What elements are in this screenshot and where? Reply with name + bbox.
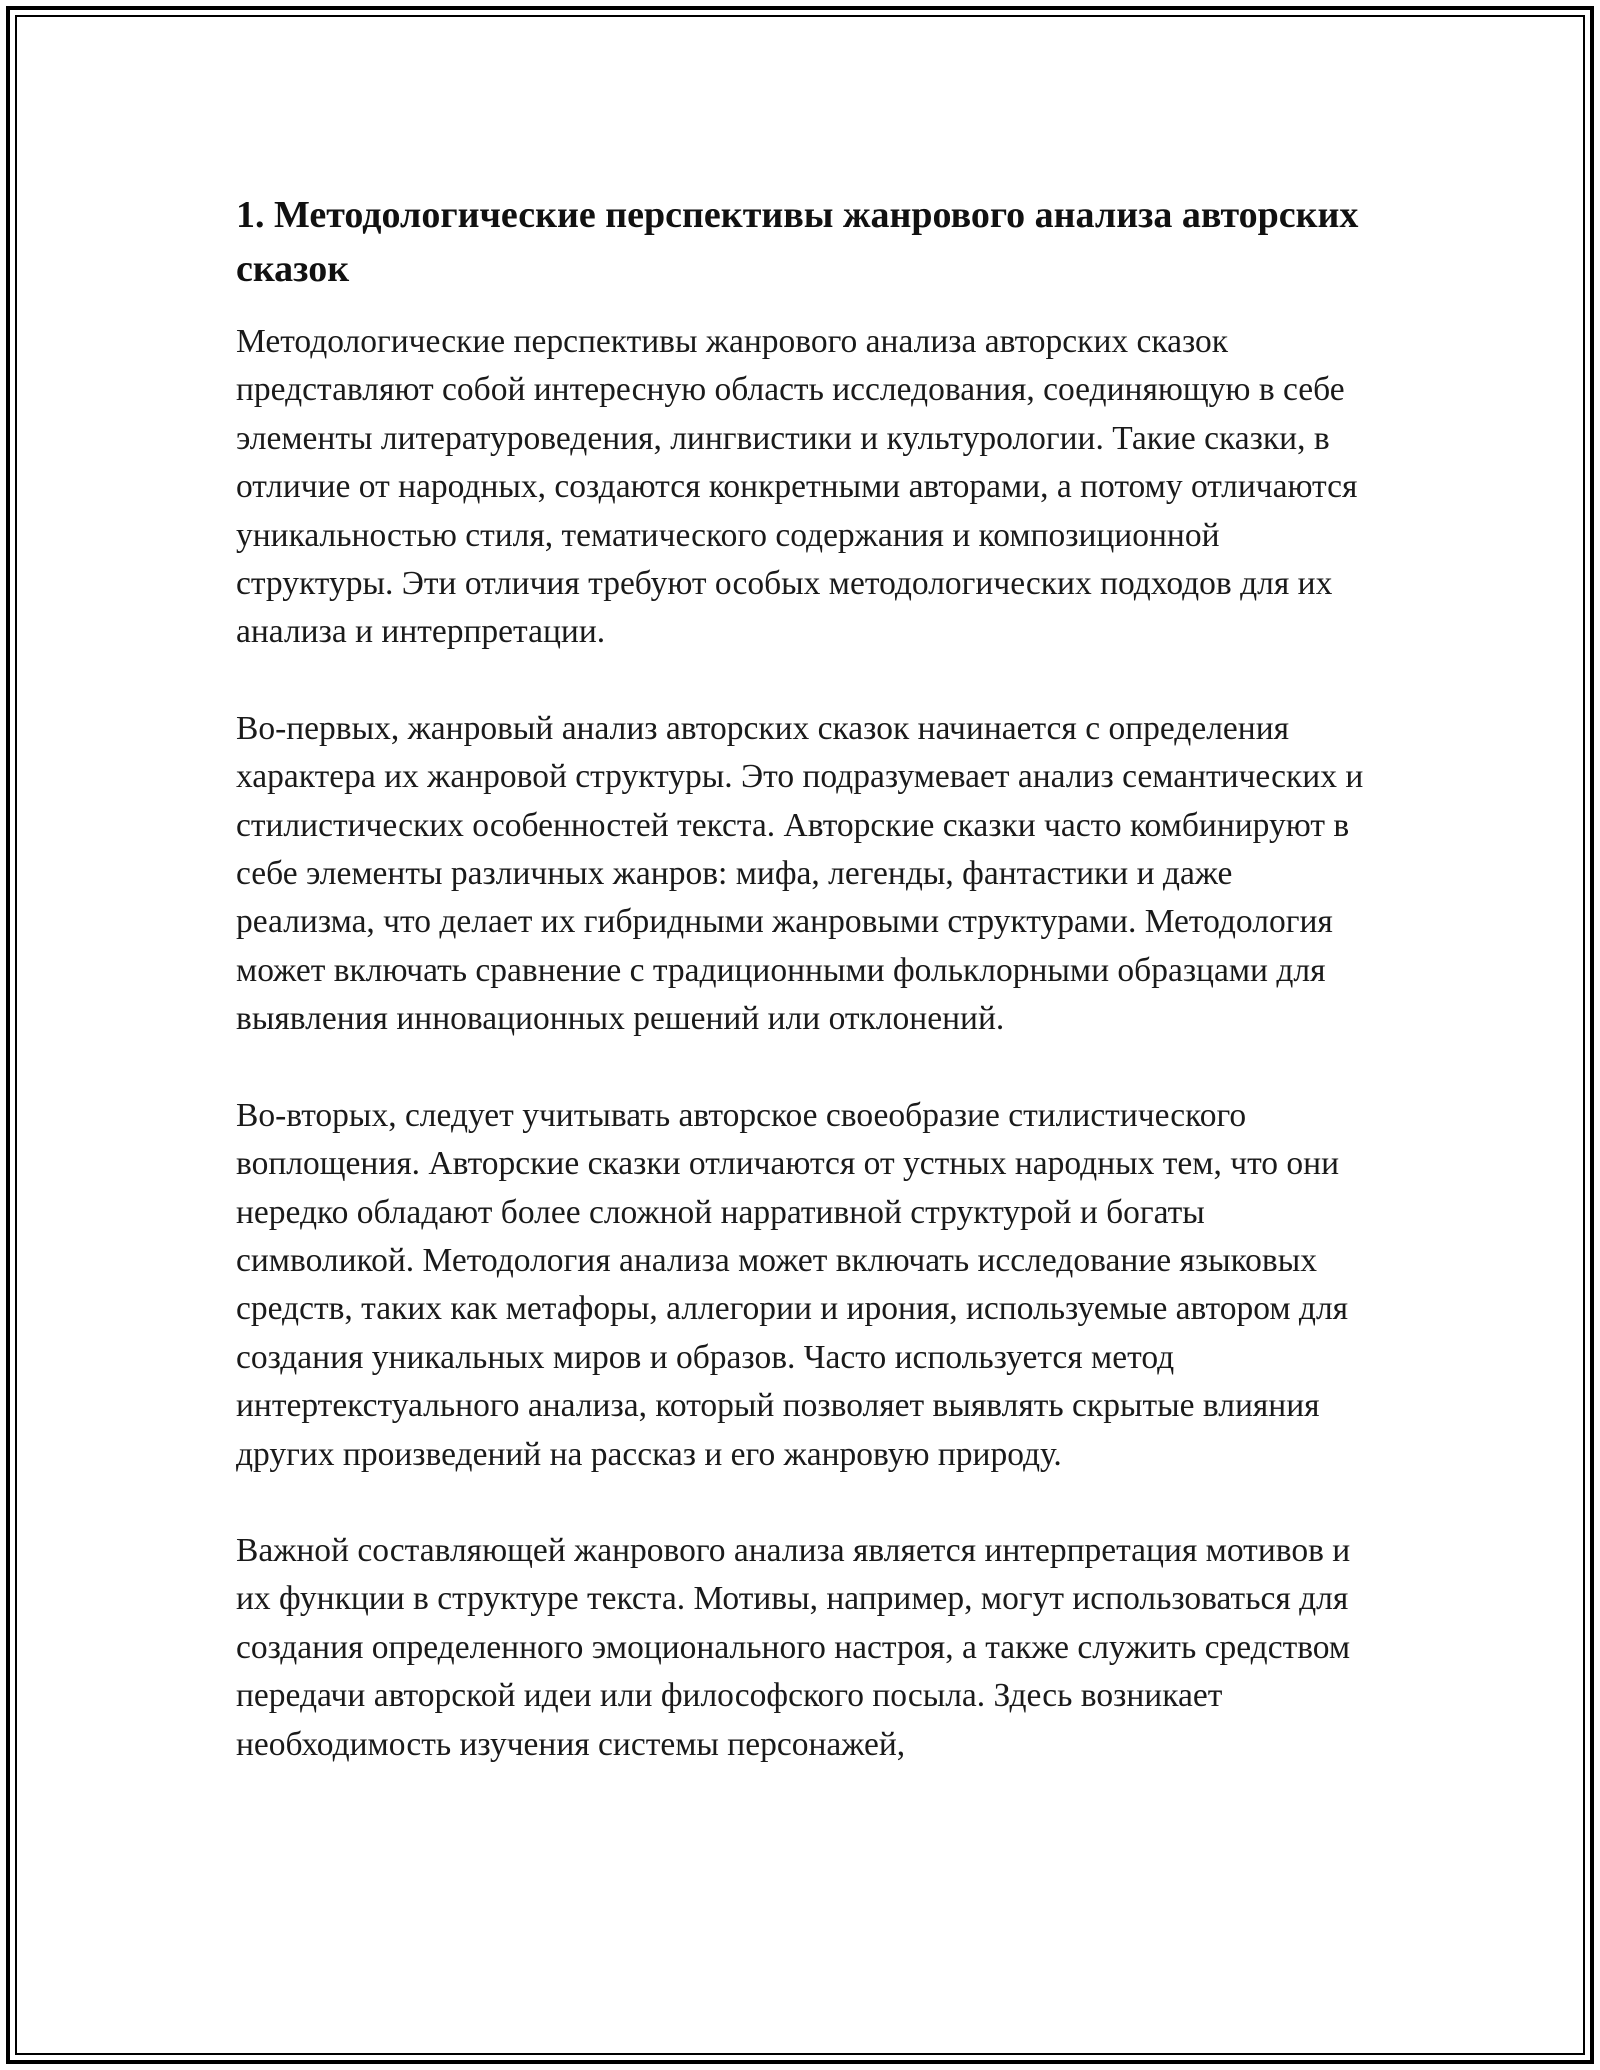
- document-body: [236, 188, 1371, 1817]
- paragraph-4: Важной составляющей жанрового анализа является интерпретация мотивов и их функции в структуре текста. Мотивы, например, могут использоваться для создания определенного эмоционального настроя, а также служить средством передачи авторской идеи или философского посыла. Здесь возникает необходимость изучения системы персонажей,: [236, 1531, 1351, 1763]
- section-heading: 1. Методологические перспективы жанрового анализа авторских сказок: [236, 194, 1359, 290]
- paragraph-3: Во-вторых, следует учитывать авторское своеобразие стилистического воплощения. Авторские сказки отличаются от устных народных тем, что они нередко обладают более сложной нарративной структурой и богаты символикой. Методология анализа может включать исследование языковых средств, таких как метафоры, аллегории и ирония, используемые автором для создания уникальных миров и образов. Часто используется метод интертекстуального анализа, который позволяет выявлять скрытые влияния других произведений на рассказ и его жанровую природу.: [236, 1096, 1349, 1473]
- paragraph-1: Методологические перспективы жанрового анализа авторских сказок представляют собой интересную область исследования, соединяющую в себе элементы литературоведения, лингвистики и культурологии. Такие сказки, в отличие от народных, создаются конкретными авторами, а потому отличаются уникальностью стиля, тематического содержания и композиционной структуры. Эти отличия требуют особых методологических подходов для их анализа и интерпретации.: [236, 323, 1358, 651]
- paragraph-2: Во-первых, жанровый анализ авторских сказок начинается с определения характера их жанровой структуры. Это подразумевает анализ семантических и стилистических особенностей текста. Авторские сказки часто комбинируют в себе элементы различных жанров: мифа, легенды, фантастики и даже реализма, что делает их гибридными жанровыми структурами. Методология может включать сравнение с традиционными фольклорными образцами для выявления инновационных решений или отклонений.: [236, 709, 1364, 1038]
